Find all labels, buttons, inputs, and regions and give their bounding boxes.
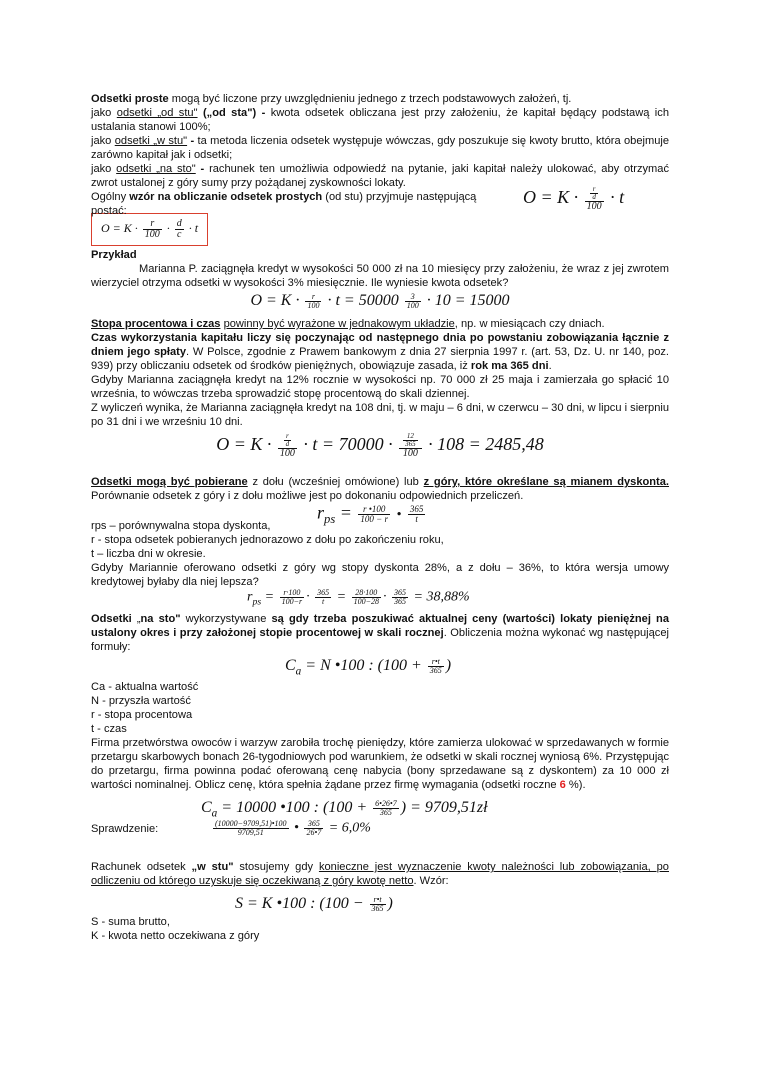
rps-formula-row	[91, 503, 669, 533]
n-definition: N - przyszła wartość	[91, 694, 191, 707]
paragraph-marianna-12: Gdyby Marianna zaciągnęła kredyt na 12% rocznie w wysokości np. 70 000 zł 25 maja i zamierzała go spłacić 10 września, to wówczas trzeba sprowadzić stopę procentową do skali dziennej.	[91, 374, 669, 400]
s-formula: S = K •100 : (100 − $\frac{r•t}{365}$ )	[235, 895, 393, 914]
t-definition: t – liczba dni w okresie.	[91, 548, 206, 560]
paragraph-firma: Firma przetwórstwa owoców i warzyw zarobiła trochę pieniędzy, które zamierza ulokować w sprzedawanych w formie przetargu skarbowych bonach 26-tygodniowych pod warunkiem, że odsetki w skali rocznej wyniosą 6%. Przystępując do przetargu, firma powinna podać oferowaną cenę nabycia (bony sprzedawane są z dyskontem) za 10 000 zł wartości nominalnej. Oblicz cenę, która spełnia żądane przez firmę wymagania (odsetki roczne 6 %).	[91, 736, 669, 791]
paragraph-dyskonto: Odsetki mogą być pobierane z dołu (wcześniej omówione) lub z góry, które określane są mianem dyskonta. Porównanie odsetek z góry i z dołu możliwe jest po dokonaniu odpowiednich przeliczeń.	[91, 476, 669, 502]
rps-formula: $r_{ps}$ = $\frac{r •100}{100 - r}$ • $\frac{365}{t}$	[317, 502, 424, 527]
paragraph-na-sto-def: Odsetki „na sto" wykorzystywane są gdy trzeba poszukiwać aktualnej ceny (wartości) lokaty pieniężnej na ustalony okres i przy założonej stopie procentowej w skali rocznej. Obliczenia można wykonać wg następującej formuły:	[91, 612, 669, 653]
general-formula-row	[91, 185, 669, 217]
rps-definition: rps – porównywalna stopa dyskonta,	[91, 520, 271, 532]
paragraph-intro: Odsetki proste mogą być liczone przy uwzględnieniu jednego z trzech podstawowych założeń, tj.	[91, 93, 572, 105]
general-formula-caption: Ogólny wzór na obliczanie odsetek prostych (od stu) przyjmuje następującą postać:	[91, 191, 477, 217]
general-interest-formula: O = K · $\frac{\frac{r}{d}}{100}$ · t	[523, 185, 625, 212]
ca-calculation: $C_a = 10000$ •100 : (100 + $\frac{6•26•7}{365}$ ) = 9709,51zł	[201, 798, 488, 820]
ca-formula: $C_a = N$ •100 : (100 + $\frac{r•t}{365}$ )	[285, 656, 452, 677]
t-time-definition: t - czas	[91, 722, 127, 735]
rps-calculation: $r_{ps}$ = $\frac{r\cdot 100}{100-r}$ · $\frac{365}{t}$ = $\frac{28\cdot 100}{100-28}$ · $\frac{365}{365}$ = 38,88%	[247, 588, 470, 608]
paragraph-stopa: Stopa procentowa i czas powinny być wyrażone w jednakowym układzie, np. w miesiącach czy dniach.	[91, 318, 605, 330]
example-formula: O = K · $\frac{r}{100}$ · t = 50000 $\frac{3}{100}$ · 10 = 15000	[250, 292, 510, 310]
k-definition: K - kwota netto oczekiwana z góry	[91, 930, 260, 943]
paragraph-oferta: Gdyby Mariannie oferowano odsetki z góry wg stopy dyskonta 28%, a z dołu – 36%, to która wersja umowy kredytowej byłaby dla niej lepsza?	[91, 562, 669, 588]
check-label: Sprawdzenie:	[91, 823, 159, 836]
paragraph-czas: Czas wykorzystania kapitału liczy się poczynając od następnego dnia po powstaniu zobowiązania łącznie z dniem jego spłaty. W Polsce, zgodnie z Prawem bankowym z dnia 27 sierpnia 1997 r. (art. 53, Dz. U. nr 140, poz. 939) przy obliczaniu odsetek od środków pieniężnych, obowiązuje zasada, iż rok ma 365 dni.	[91, 332, 669, 372]
paragraph-od-stu: jako odsetki „od stu" („od sta") - kwota odsetek obliczana jest przy założeniu, że kapitał będący podstawą ich ustalania stanowi 100%;	[91, 107, 669, 133]
r-rate-definition: r - stopa procentowa	[91, 708, 193, 721]
check-row	[91, 820, 669, 846]
document-page	[91, 92, 669, 943]
check-formula: $\frac{(10000-9709,51)•100}{9709,51}$ • $\frac{365}{26•7}$ = 6,0%	[215, 819, 371, 838]
boxed-formula: O = K · $\frac{r}{100}$ · $\frac{d}{c}$ · t	[91, 213, 208, 246]
example-heading: Przykład	[91, 249, 137, 261]
s-definition: S - suma brutto,	[91, 916, 170, 929]
paragraph-108-dni: Z wyliczeń wynika, że Marianna zaciągnęła kredyt na 108 dni, tj. w maju – 6 dni, w czerwcu – 30 dni, w lipcu i sierpniu po 31 dni i we wrześniu 10 dni.	[91, 402, 669, 428]
ca-definition: Ca - aktualna wartość	[91, 680, 199, 693]
paragraph-na-sto: jako odsetki „na sto" - rachunek ten umożliwia odpowiedź na pytanie, jaki kapitał należy ulokować, aby otrzymać zwrot ustalonej z góry sumy przy pożądanej zyskowności lokaty.	[91, 163, 670, 189]
paragraph-w-stu: jako odsetki „w stu" - ta metoda liczenia odsetek występuje wówczas, gdy poszukuje się kwoty brutto, która obejmuje zarówno kapitał jak i odsetki;	[91, 135, 670, 161]
daily-interest-formula: O = K · $\frac{\frac{r}{d}}{100}$ · t = 70000 · $\frac{\frac{12}{365}}{100}$ · 108 = 2485,48	[216, 432, 544, 459]
example-text: Marianna P. zaciągnęła kredyt w wysokości 50 000 zł na 10 miesięcy przy założeniu, że wraz z jej zwrotem wierzyciel otrzyma odsetki w wysokości 3% miesięcznie. Ile wyniesie kwota odsetek?	[91, 263, 669, 289]
paragraph-w-stu-def: Rachunek odsetek „w stu" stosujemy gdy konieczne jest wyznaczenie kwoty należności lub zobowiązania, po odliczeniu od którego uzyskuje się oczekiwaną z góry kwotę netto. Wzór:	[91, 861, 669, 888]
r-definition: r - stopa odsetek pobieranych jednorazowo z dołu po zakończeniu roku,	[91, 534, 444, 546]
